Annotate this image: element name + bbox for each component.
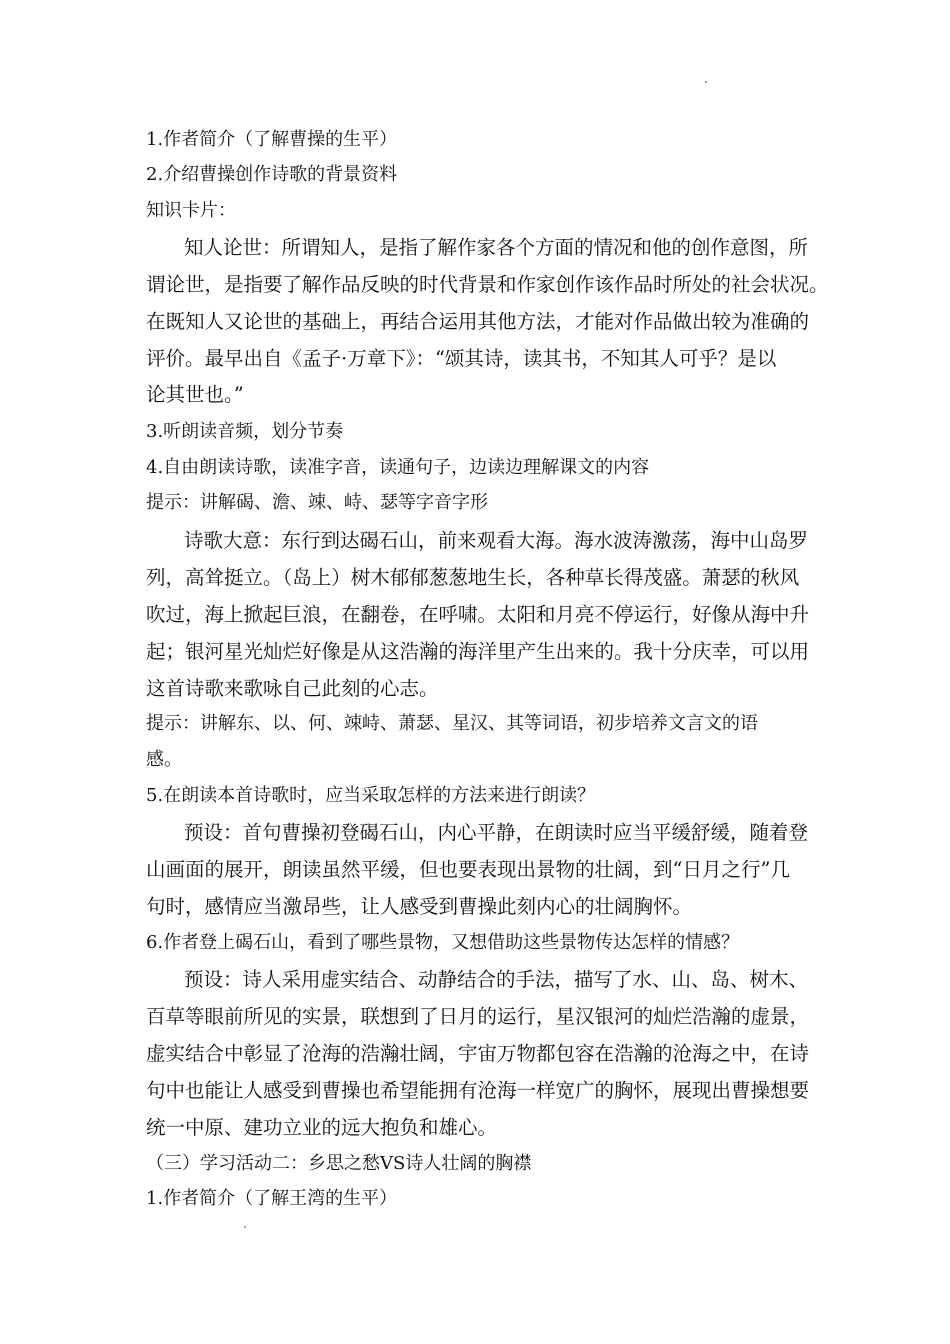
heading-free-reading: 4.自由朗读诗歌，读准字音，读通句子，边读边理解课文的内容 xyxy=(146,457,650,478)
paragraph-line: 预设：首句曹操初登碣石山，内心平静，在朗读时应当平缓舒缓，随着登 xyxy=(184,821,809,844)
paragraph-line: 列，高耸挺立。（岛上）树木郁郁葱葱地生长，各种草长得茂盛。萧瑟的秋风 xyxy=(146,566,800,589)
scan-dot xyxy=(244,1226,246,1228)
heading-listen: 3.听朗读音频，划分节奏 xyxy=(146,421,344,442)
paragraph-line: 起；银河星光灿烂好像是从这浩瀚的海洋里产生出来的。我十分庆幸，可以用 xyxy=(146,640,810,663)
knowledge-card-label: 知识卡片： xyxy=(146,200,236,221)
paragraph-line: 在既知人又论世的基础上，再结合运用其他方法，才能对作品做出较为准确的 xyxy=(146,310,810,333)
paragraph-line: 谓论世，是指要了解作品反映的时代背景和作家创作该作品时所处的社会状况。 xyxy=(146,273,829,296)
hint-line: 提示：讲解碣、澹、竦、峙、瑟等字音字形 xyxy=(146,492,488,513)
paragraph-line: 虚实结合中彰显了沧海的浩瀚壮阔，宇宙万物都包容在浩瀚的沧海之中，在诗 xyxy=(146,1042,810,1065)
paragraph-line: 评价。最早出自《孟子·万章下》：“颂其诗，读其书，不知其人可乎？是以 xyxy=(146,347,777,370)
heading-question-6: 6.作者登上碣石山，看到了哪些景物，又想借助这些景物传达怎样的情感？ xyxy=(146,932,740,953)
paragraph-line: 这首诗歌来歌咏自己此刻的心志。 xyxy=(146,677,439,700)
heading-author-intro: 1.作者简介（了解曹操的生平） xyxy=(146,129,398,150)
heading-author-intro-wang: 1.作者简介（了解王湾的生平） xyxy=(146,1188,398,1209)
paragraph-line: 统一中原、建功立业的远大抱负和雄心。 xyxy=(146,1116,498,1139)
hint-line: 提示：讲解东、以、何、竦峙、萧瑟、星汉、其等词语，初步培养文言文的语 xyxy=(146,713,758,734)
paragraph-line: 百草等眼前所见的实景，联想到了日月的运行，星汉银河的灿烂浩瀚的虚景， xyxy=(146,1005,810,1028)
paragraph-line: 吹过，海上掀起巨浪，在翻卷，在呼啸。太阳和月亮不停运行，好像从海中升 xyxy=(146,603,810,626)
paragraph-line: 山画面的展开，朗读虽然平缓，但也要表现出景物的壮阔，到“日月之行”几 xyxy=(146,858,790,881)
scan-dot xyxy=(705,81,707,83)
paragraph-line: 句中也能让人感受到曹操也希望能拥有沧海一样宽广的胸怀，展现出曹操想要 xyxy=(146,1079,810,1102)
paragraph-line: 知人论世：所谓知人，是指了解作家各个方面的情况和他的创作意图，所 xyxy=(184,236,809,259)
paragraph-line: 预设：诗人采用虚实结合、动静结合的手法，描写了水、山、岛、树木、 xyxy=(184,968,809,991)
heading-question-5: 5.在朗读本首诗歌时，应当采取怎样的方法来进行朗读？ xyxy=(146,785,596,806)
paragraph-line: 论其世也。” xyxy=(146,383,244,406)
section-heading-activity-2: （三）学习活动二：乡思之愁VS诗人壮阔的胸襟 xyxy=(146,1153,532,1174)
heading-background: 2.介绍曹操创作诗歌的背景资料 xyxy=(146,164,398,185)
hint-line: 感。 xyxy=(146,749,182,770)
paragraph-line: 句时，感情应当激昂些，让人感受到曹操此刻内心的壮阔胸怀。 xyxy=(146,895,693,918)
paragraph-line: 诗歌大意：东行到达碣石山，前来观看大海。海水波涛激荡，海中山岛罗 xyxy=(184,529,809,552)
